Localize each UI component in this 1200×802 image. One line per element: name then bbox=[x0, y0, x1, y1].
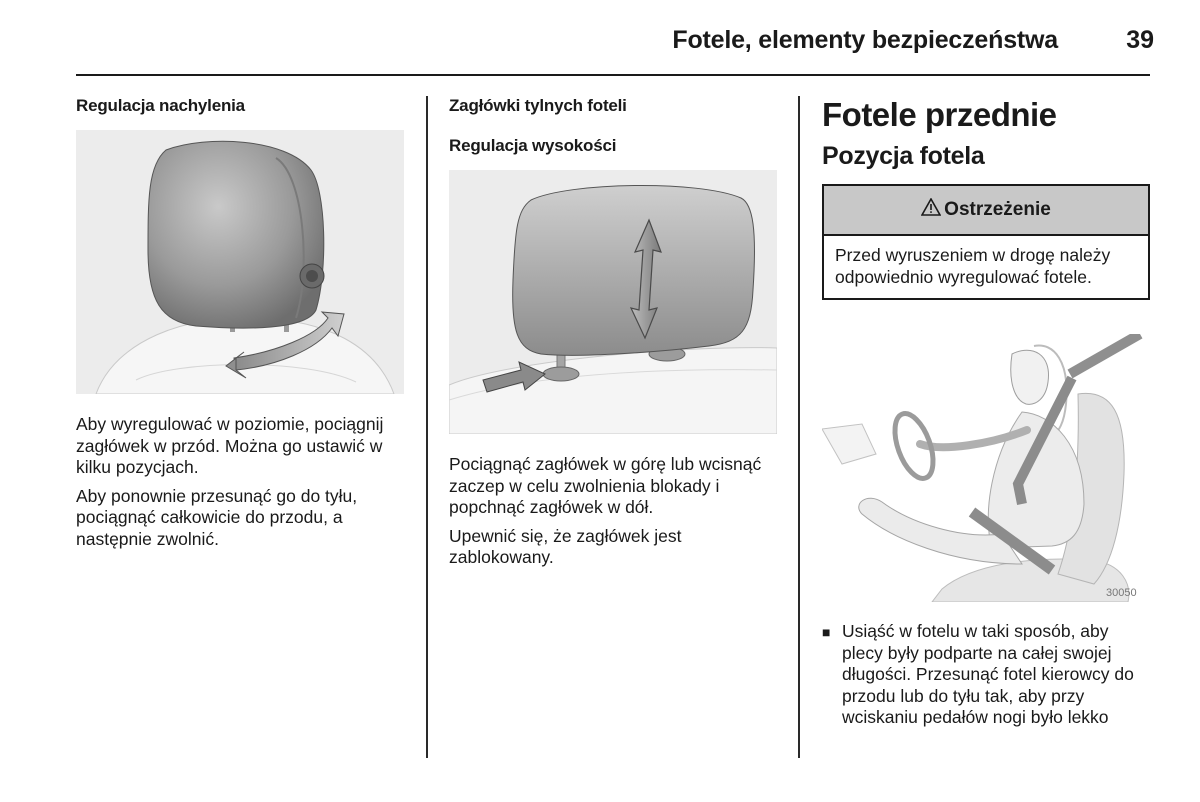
column-divider bbox=[798, 96, 800, 758]
warning-label: Ostrzeżenie bbox=[944, 199, 1051, 220]
rear-headrest-height-illustration bbox=[449, 170, 777, 434]
warning-triangle-icon bbox=[921, 198, 941, 222]
section-subheading: Regulacja wysokości bbox=[449, 136, 617, 155]
column-2-text bbox=[449, 454, 779, 569]
warning-header bbox=[824, 186, 1148, 236]
warning-box bbox=[822, 184, 1150, 300]
column-1-text bbox=[76, 414, 406, 550]
figure-code: 30050 bbox=[1106, 587, 1137, 599]
header-rule bbox=[76, 74, 1150, 76]
section-title: Pozycja fotela bbox=[822, 142, 985, 170]
driver-seat-position-illustration bbox=[822, 334, 1150, 602]
bullet-square-icon: ■ bbox=[822, 624, 831, 640]
column-divider bbox=[426, 96, 428, 758]
column-2 bbox=[449, 96, 779, 156]
headrest-tilt-illustration bbox=[76, 130, 404, 394]
paragraph: Aby ponownie przesunąć go do tyłu, pociągnąć całkowicie do przodu, a następnie zwolnić. bbox=[76, 485, 358, 549]
column-3 bbox=[822, 96, 1150, 171]
list-item bbox=[822, 621, 1152, 729]
bullet-text: Usiąść w fotelu w taki sposób, aby plecy były podparte na całej swojej długości. Przesunąć fotel kierowcy do przodu lub do tyłu tak, aby przy wciskaniu pedałów nogi było lekko bbox=[842, 621, 1134, 727]
section-heading: Zagłówki tylnych foteli bbox=[449, 96, 627, 115]
section-heading: Regulacja nachylenia bbox=[76, 96, 245, 115]
paragraph: Aby wyregulować w poziomie, pociągnij zagłówek w przód. Można go ustawić w kilku pozycjach. bbox=[76, 414, 384, 477]
paragraph: Pociągnąć zagłówek w górę lub wcisnąć zaczep w celu zwolnienia blokady i popchnąć zagłówek w dół. bbox=[449, 454, 762, 517]
column-1 bbox=[76, 96, 406, 116]
warning-text: Przed wyruszeniem w drogę należy odpowiednio wyregulować fotele. bbox=[835, 245, 1111, 287]
chapter-title: Fotele przednie bbox=[822, 96, 1057, 133]
running-header-title: Fotele, elementy bezpieczeństwa bbox=[672, 26, 1058, 54]
paragraph: Upewnić się, że zagłówek jest zablokowany. bbox=[449, 525, 682, 567]
page-number: 39 bbox=[1126, 26, 1154, 54]
